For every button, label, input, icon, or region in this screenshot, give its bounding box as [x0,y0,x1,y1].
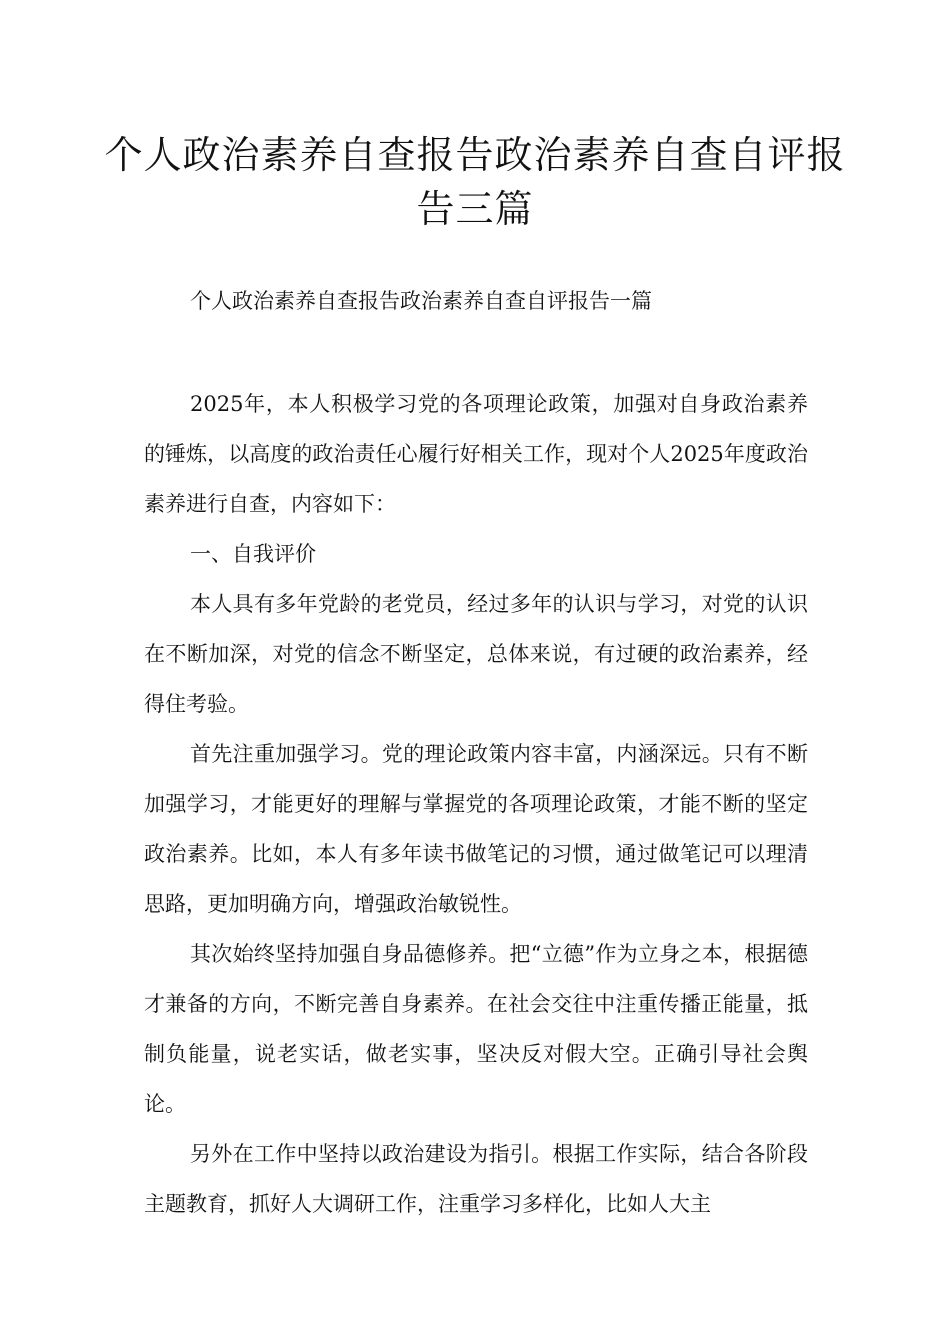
document-title: 个人政治素养自查报告政治素养自查自评报告三篇 [104,133,846,231]
paragraph-political-construction: 另外在工作中坚持以政治建设为指引。根据工作实际，结合各阶段主题教育，抓好人大调研工作，注重学习多样化，比如人大主 [144,1142,808,1216]
document-subtitle: 个人政治素养自查报告政治素养自查自评报告一篇 [190,289,652,313]
document-body [144,379,808,1229]
paragraph-study: 首先注重加强学习。党的理论政策内容丰富，内涵深远。只有不断加强学习，才能更好的理解与掌握党的各项理论政策，才能不断的坚定政治素养。比如，本人有多年读书做笔记的习惯，通过做笔记可以理清思路，更加明确方向，增强政治敏锐性。 [144,742,808,916]
section-heading-self-evaluation: 一、自我评价 [190,542,316,566]
paragraph-morality: 其次始终坚持加强自身品德修养。把“立德”作为立身之本，根据德才兼备的方向，不断完善自身素养。在社会交往中注重传播正能量，抵制负能量，说老实话，做老实事，坚决反对假大空。正确引导社会舆论。 [144,942,808,1116]
paragraph-intro: 2025年，本人积极学习党的各项理论政策，加强对自身政治素养的锤炼，以高度的政治责任心履行好相关工作，现对个人2025年度政治素养进行自查，内容如下： [144,392,808,516]
paragraph-party-member: 本人具有多年党龄的老党员，经过多年的认识与学习，对党的认识在不断加深，对党的信念不断坚定，总体来说，有过硬的政治素养，经得住考验。 [144,592,808,716]
